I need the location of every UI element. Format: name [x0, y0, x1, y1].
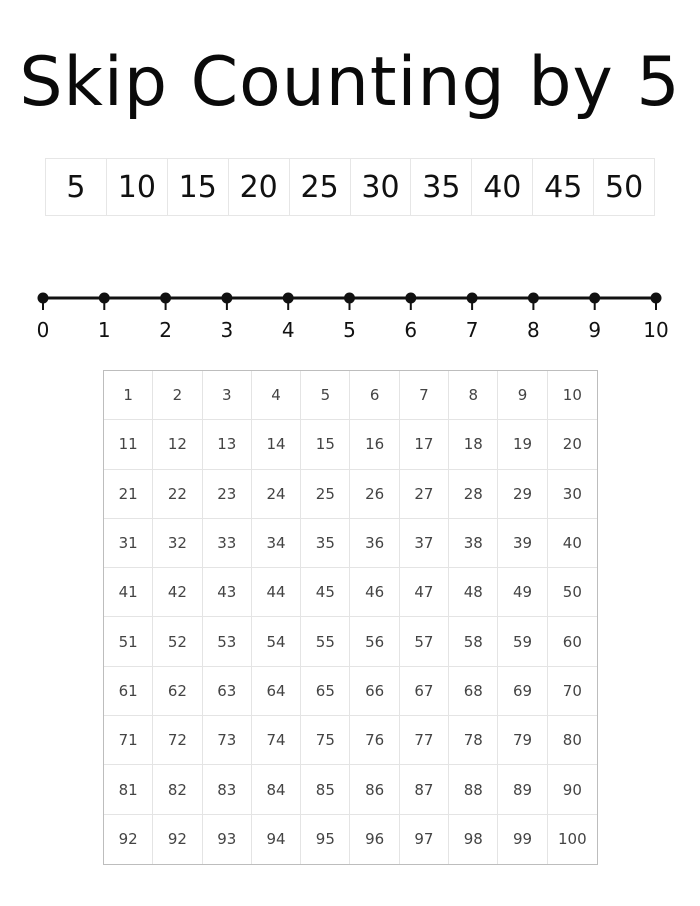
hundred-chart-cell: 42 [153, 568, 202, 617]
hundred-chart-cell: 43 [203, 568, 252, 617]
hundred-chart-cell: 59 [498, 617, 547, 666]
skip-count-strip [45, 158, 655, 216]
hundred-chart-cell: 41 [104, 568, 153, 617]
hundred-chart-cell: 65 [301, 667, 350, 716]
hundred-chart-cell: 85 [301, 765, 350, 814]
hundred-chart-cell: 26 [350, 470, 399, 519]
hundred-chart-cell: 11 [104, 420, 153, 469]
hundred-chart-cell: 100 [558, 830, 587, 849]
hundred-chart-cell: 61 [104, 667, 153, 716]
skip-count-cell: 35 [411, 159, 472, 215]
skip-count-cell: 20 [229, 159, 290, 215]
hundred-chart-cell: 83 [203, 765, 252, 814]
hundred-chart-cell: 47 [400, 568, 449, 617]
number-line-label: 2 [159, 318, 172, 342]
hundred-chart-cell: 54 [252, 617, 301, 666]
number-line-label: 7 [465, 318, 479, 342]
hundred-chart-cell: 75 [301, 716, 350, 765]
hundred-chart-cell: 58 [449, 617, 498, 666]
hundred-chart-cell: 45 [301, 568, 350, 617]
hundred-chart-cell: 1 [104, 371, 153, 420]
hundred-chart-cell: 72 [153, 716, 202, 765]
hundred-chart-cell: 35 [301, 519, 350, 568]
hundred-chart-cell: 94 [252, 815, 301, 864]
hundred-chart-cell: 86 [350, 765, 399, 814]
hundred-chart-cell: 51 [104, 617, 153, 666]
hundred-chart-cell: 55 [301, 617, 350, 666]
hundred-chart-cell: 7 [400, 371, 449, 420]
number-line-label: 4 [281, 318, 295, 342]
hundred-chart-cell: 21 [104, 470, 153, 519]
hundred-chart-cell: 71 [104, 716, 153, 765]
hundred-chart-cell: 23 [203, 470, 252, 519]
number-line-label: 1 [97, 318, 111, 342]
skip-count-cell: 15 [168, 159, 229, 215]
hundred-chart-cell: 52 [153, 617, 202, 666]
hundred-chart-cell: 34 [252, 519, 301, 568]
hundred-chart-cell: 4 [252, 371, 301, 420]
hundred-chart-cell: 89 [498, 765, 547, 814]
hundred-chart-cell: 2 [153, 371, 202, 420]
hundred-chart-cell: 28 [449, 470, 498, 519]
skip-count-cell: 40 [472, 159, 533, 215]
hundred-chart-cell: 99 [498, 815, 547, 864]
skip-count-cell: 30 [351, 159, 412, 215]
hundred-chart-cell: 81 [104, 765, 153, 814]
hundred-chart-cell: 37 [400, 519, 449, 568]
hundred-chart-cell: 88 [449, 765, 498, 814]
hundred-chart-cell: 39 [498, 519, 547, 568]
hundred-chart-cell: 92 [153, 815, 202, 864]
hundred-chart-cell: 38 [449, 519, 498, 568]
hundred-chart-cell: 19 [498, 420, 547, 469]
skip-count-cell: 50 [594, 159, 655, 215]
hundred-chart-cell: 18 [449, 420, 498, 469]
skip-count-cell: 10 [107, 159, 168, 215]
hundred-chart-cell: 79 [498, 716, 547, 765]
number-line-label: 10 [643, 318, 669, 342]
hundred-chart-cell: 56 [350, 617, 399, 666]
hundred-chart-cell: 25 [301, 470, 350, 519]
skip-count-cell: 5 [46, 159, 107, 215]
hundred-chart-cell: 9 [498, 371, 547, 420]
number-line [0, 280, 700, 350]
hundred-chart-cell: 64 [252, 667, 301, 716]
hundred-chart-cell: 20 [548, 420, 597, 469]
number-line-label: 8 [527, 318, 540, 342]
hundred-chart-cell: 5 [301, 371, 350, 420]
hundred-chart-cell: 30 [548, 470, 597, 519]
skip-count-cell: 45 [533, 159, 594, 215]
hundred-chart-cell: 49 [498, 568, 547, 617]
hundred-chart-cell: 74 [252, 716, 301, 765]
hundred-chart-cell: 57 [400, 617, 449, 666]
hundred-chart-cell: 60 [548, 617, 597, 666]
number-line-label: 3 [220, 318, 234, 342]
number-line-label: 0 [36, 318, 50, 342]
hundred-chart-cell: 48 [449, 568, 498, 617]
hundred-chart-cell: 73 [203, 716, 252, 765]
hundred-chart-cell: 70 [548, 667, 597, 716]
hundred-chart-cell: 84 [252, 765, 301, 814]
hundred-chart-cell: 68 [449, 667, 498, 716]
hundred-chart-cell: 63 [203, 667, 252, 716]
hundred-chart-cell: 97 [400, 815, 449, 864]
hundred-chart-cell: 14 [252, 420, 301, 469]
hundred-chart-cell: 46 [350, 568, 399, 617]
hundred-chart-cell: 10 [548, 371, 597, 420]
number-line-label: 5 [343, 318, 356, 342]
hundred-chart-cell: 82 [153, 765, 202, 814]
hundred-chart-cell: 96 [350, 815, 399, 864]
hundred-chart-cell: 50 [548, 568, 597, 617]
hundred-chart-cell: 33 [203, 519, 252, 568]
hundred-chart-cell: 32 [153, 519, 202, 568]
hundred-chart-cell: 15 [301, 420, 350, 469]
hundred-chart-cell: 44 [252, 568, 301, 617]
number-line-label: 6 [404, 318, 418, 342]
hundred-chart-cell: 87 [400, 765, 449, 814]
hundred-chart-cell: 66 [350, 667, 399, 716]
number-line-graphic [0, 280, 700, 320]
hundred-chart-cell: 78 [449, 716, 498, 765]
hundred-chart-cell: 29 [498, 470, 547, 519]
hundred-chart-cell: 13 [203, 420, 252, 469]
hundred-chart-cell: 53 [203, 617, 252, 666]
hundred-chart-cell: 77 [400, 716, 449, 765]
number-line-label: 9 [588, 318, 602, 342]
hundred-chart-cell: 22 [153, 470, 202, 519]
page-title: Skip Counting by 5 [19, 43, 681, 122]
hundred-chart-cell: 92 [104, 815, 153, 864]
hundred-chart-cell: 12 [153, 420, 202, 469]
hundred-chart-cell: 8 [449, 371, 498, 420]
hundred-chart-cell: 36 [350, 519, 399, 568]
hundred-chart-cell: 76 [350, 716, 399, 765]
hundred-chart-cell: 17 [400, 420, 449, 469]
hundred-chart-cell: 98 [449, 815, 498, 864]
hundred-chart-cell: 95 [301, 815, 350, 864]
hundred-chart-cell: 16 [350, 420, 399, 469]
hundred-chart-cell: 69 [498, 667, 547, 716]
hundred-chart-cell: 27 [400, 470, 449, 519]
skip-count-cell: 25 [290, 159, 351, 215]
hundred-chart-cell: 31 [104, 519, 153, 568]
hundred-chart-cell: 6 [350, 371, 399, 420]
hundred-chart-cell: 40 [548, 519, 597, 568]
hundred-chart [103, 370, 598, 865]
hundred-chart-cell: 80 [548, 716, 597, 765]
hundred-chart-cell: 90 [548, 765, 597, 814]
hundred-chart-cell: 24 [252, 470, 301, 519]
hundred-chart-cell: 62 [153, 667, 202, 716]
hundred-chart-cell: 67 [400, 667, 449, 716]
hundred-chart-cell: 3 [203, 371, 252, 420]
hundred-chart-cell: 93 [203, 815, 252, 864]
